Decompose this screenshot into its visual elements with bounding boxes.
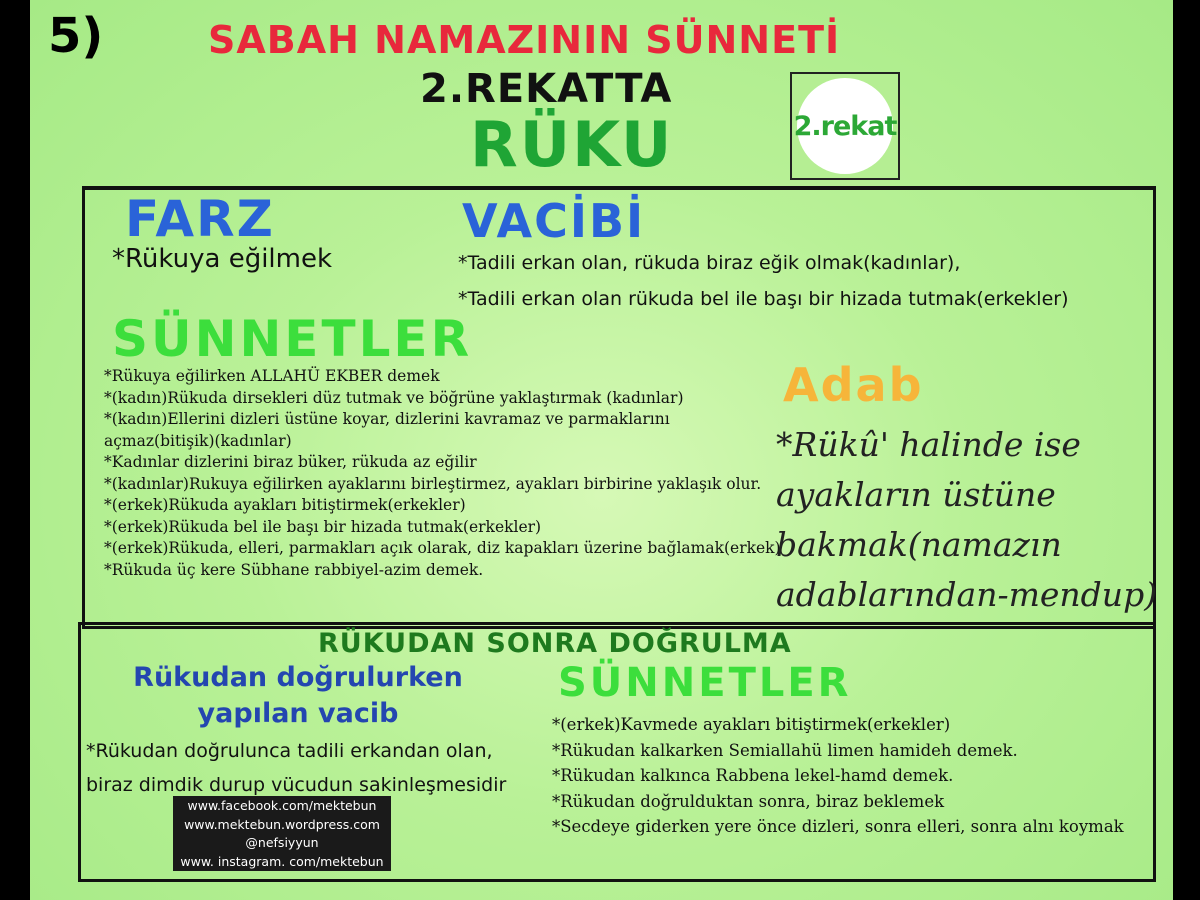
badge-circle [793,78,897,174]
dogrulma-sunnetler-item: *Rükudan doğrulduktan sonra, biraz beklemek [552,791,945,811]
rekat-badge [790,72,900,180]
dogrulma-sunnetler-item: *Rükudan kalkınca Rabbena lekel-hamd demek. [552,766,954,785]
sunnetler-item: *(erkek)Rükuda, elleri, parmakları açık olarak, diz kapakları üzerine bağlamak(erkek) [104,539,781,557]
dogrulma-sunnetler-item: *Secdeye giderken yere önce dizleri, sonra elleri, sonra alnı koymak [552,817,1124,836]
farz-text: *Rükuya eğilmek [112,244,333,274]
badge-label: 2.rekat [793,110,897,142]
lesson-number: 5) [48,8,104,64]
dogrulma-sunnetler-item: *(erkek)Kavmede ayakları bitiştirmek(erkekler) [552,715,951,734]
page-title: SABAH NAMAZININ SÜNNETİ [208,18,841,62]
dogrulma-sunnetler-heading: SÜNNETLER [558,660,852,706]
sunnetler-item: *(kadınlar)Rukuya eğilirken ayaklarını birleştirmez, ayakları birbirine yaklaşık olur. [104,474,762,493]
handle-text: @nefsiyyun [245,835,319,850]
sunnetler-item: *(erkek)Rükuda ayakları bitiştirmek(erkekler) [104,496,466,514]
vacib-text: *Rükudan doğrulunca tadili erkandan olan, biraz dimdik durup vücudun sakinleşmesidir [86,740,507,796]
sunnetler-item: *Rükuya eğilirken ALLAHÜ EKBER demek [104,367,440,385]
vacibi-heading: VACİBİ [462,194,646,248]
section-title: RÜKU [470,108,674,181]
sunnetler-item: *Rükuda üç kere Sübhane rabbiyel-azim demek. [104,560,484,579]
dogrulma-sunnetler-list [552,712,1132,840]
adab-text: *Rükû' halinde ise ayakların üstüne bakmak(namazın adablarından-mendup) [776,425,1158,614]
social-links-box [173,796,391,871]
vacibi-item: *Tadili erkan olan rükuda bel ile başı bir hizada tutmak(erkekler) [458,288,1069,310]
page-subtitle: 2.REKATTA [420,66,673,112]
farz-heading: FARZ [125,190,275,248]
vacib-heading: Rükudan doğrulurken yapılan vacib [133,662,463,729]
sunnetler-item: *Kadınlar dizlerini biraz büker, rükuda az eğilir [104,453,477,471]
sunnetler-item: *(kadın)Rükuda dirsekleri düz tutmak ve böğrüne yaklaştırmak (kadınlar) [104,388,684,407]
dogrulma-heading: RÜKUDAN SONRA DOĞRULMA [318,628,792,659]
sunnetler-list [104,366,784,581]
sunnetler-heading: SÜNNETLER [112,310,473,368]
vacibi-item: *Tadili erkan olan, rükuda biraz eğik olmak(kadınlar), [458,252,961,274]
sunnetler-item: *(kadın)Ellerini dizleri üstüne koyar, dizlerini kavramaz ve parmaklarını açmaz(bitişik)(kadınlar) [104,410,670,450]
page [30,0,1173,900]
adab-heading: Adab [783,358,924,412]
wordpress-link[interactable]: www.mektebun.wordpress.com [184,816,380,832]
facebook-link[interactable]: www.facebook.com/mektebun [187,798,377,813]
dogrulma-sunnetler-item: *Rükudan kalkarken Semiallahü limen hamideh demek. [552,740,1018,760]
instagram-link[interactable]: www. instagram. com/mektebun [180,853,384,869]
sunnetler-item: *(erkek)Rükuda bel ile başı bir hizada tutmak(erkekler) [104,517,542,536]
